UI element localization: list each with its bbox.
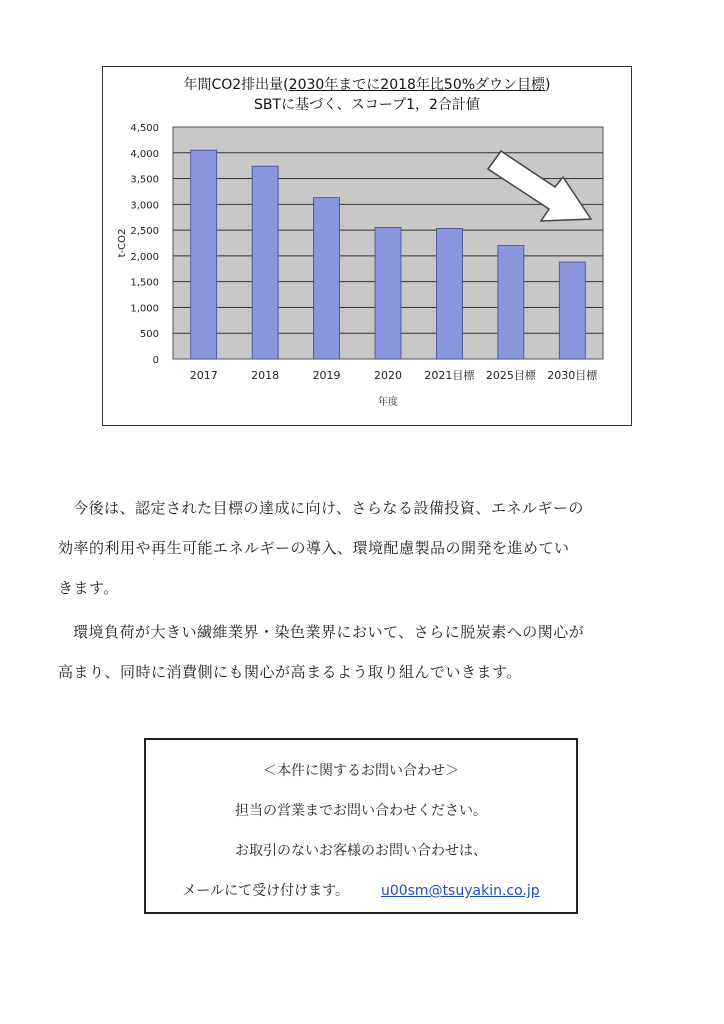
bar-2017 xyxy=(191,150,217,359)
paragraph-line: 高まり、同時に消費側にも関心が高まるよう取り組んでいきます。 xyxy=(58,663,522,681)
x-tick-label: 2017 xyxy=(189,369,218,382)
bar-2021目標 xyxy=(436,229,462,359)
contact-line-1: 担当の営業までお問い合わせください。 xyxy=(235,803,487,819)
y-tick-label: 2,000 xyxy=(130,251,159,263)
y-tick-label: 2,500 xyxy=(130,226,159,238)
co2-emissions-chart xyxy=(102,66,632,426)
bar-2025目標 xyxy=(498,246,524,359)
paragraph-line: 今後は、認定された目標の達成に向け、さらなる設備投資、エネルギーの xyxy=(73,499,584,517)
bar-2018 xyxy=(252,166,278,359)
x-tick-label: 2021目標 xyxy=(424,369,475,382)
x-axis-label: 年度 xyxy=(378,397,398,408)
paragraph-line: 効率的利用や再生可能エネルギーの導入、環境配慮製品の開発を進めてい xyxy=(58,539,570,557)
x-tick-label: 2025目標 xyxy=(485,369,536,382)
bar-2020 xyxy=(375,228,401,359)
y-tick-label: 3,000 xyxy=(130,200,159,212)
x-tick-label: 2018 xyxy=(251,369,280,382)
paragraph-line: きます。 xyxy=(58,579,119,597)
y-tick-label: 0 xyxy=(152,355,159,366)
x-tick-label: 2020 xyxy=(374,369,402,382)
chart-title-target: 2030年までに2018年比50%ダウン目標 xyxy=(288,77,546,93)
bar-2019 xyxy=(314,198,340,359)
chart-title: 年間CO2排出量(2030年までに2018年比50%ダウン目標) xyxy=(183,77,551,93)
contact-line-3 xyxy=(146,880,576,900)
y-tick-label: 4,500 xyxy=(130,123,159,134)
y-tick-label: 1,000 xyxy=(130,303,159,315)
chart-subtitle: SBTに基づく、スコープ1，2合計値 xyxy=(254,97,480,113)
x-tick-label: 2019 xyxy=(312,369,341,382)
y-tick-label: 3,500 xyxy=(130,174,159,186)
y-tick-label: 4,000 xyxy=(130,148,159,160)
chart-canvas xyxy=(103,67,631,425)
body-paragraph-2 xyxy=(58,612,678,692)
y-axis-label: t-CO2 xyxy=(117,228,128,258)
contact-email-link[interactable]: u00sm@tsuyakin.co.jp xyxy=(380,883,540,899)
contact-mail-text: メールにて受け付けます。 xyxy=(182,883,349,899)
paragraph-line: 環境負荷が大きい繊維業界・染色業界において、さらに脱炭素への関心が xyxy=(73,623,585,641)
contact-line-2: お取引のないお客様のお問い合わせは、 xyxy=(235,843,487,859)
y-tick-label: 1,500 xyxy=(130,277,159,289)
bar-2030目標 xyxy=(559,262,585,359)
y-tick-label: 500 xyxy=(139,329,159,341)
x-tick-label: 2030目標 xyxy=(547,369,598,382)
contact-box xyxy=(144,738,578,914)
contact-heading: ＜本件に関するお問い合わせ＞ xyxy=(263,763,459,779)
body-paragraph-1 xyxy=(58,488,678,608)
